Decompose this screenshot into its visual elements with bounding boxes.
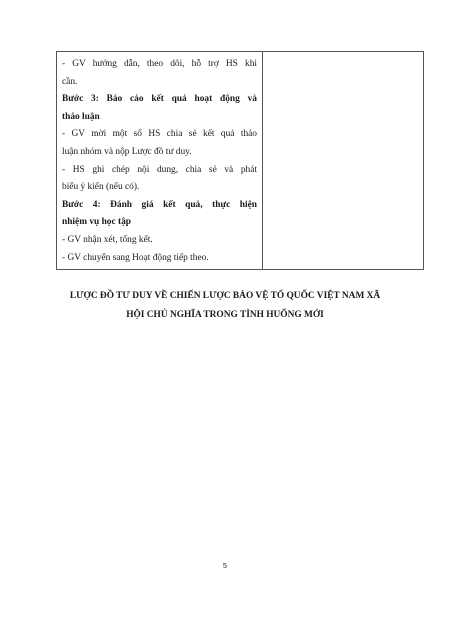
step-heading-line: Bước 4: Đánh giá kết quả, thực hiện — [62, 199, 257, 210]
step-text-line: - GV hướng dẫn, theo dõi, hỗ trợ HS khi — [62, 59, 257, 69]
step-text-line: luận nhóm và nộp Lược đồ tư duy. — [62, 146, 192, 157]
section-heading — [40, 287, 410, 325]
activity-table — [56, 51, 424, 270]
page-number: 5 — [222, 561, 228, 570]
step-text-line: biểu ý kiến (nếu có). — [62, 182, 140, 193]
step-text-line: - HS ghi chép nội dung, chia sẻ và phát — [62, 164, 257, 175]
step-text-line: cần. — [62, 76, 78, 87]
step-text-line: - GV nhận xét, tổng kết. — [62, 234, 153, 245]
step-heading-line: thảo luận — [62, 111, 100, 122]
step-heading-line: nhiệm vụ học tập — [62, 217, 132, 228]
section-heading-line-2: HỘI CHỦ NGHĨA TRONG TÌNH HUỐNG MỚI — [126, 310, 324, 320]
step-text-line: - GV mời một số HS chia sẻ kết quả thảo — [62, 129, 257, 140]
section-heading-line-1: LƯỢC ĐỒ TƯ DUY VỀ CHIẾN LƯỢC BẢO VỆ TỔ QUỐC VIỆT NAM XÃ — [69, 291, 381, 301]
teacher-activity-cell — [57, 52, 263, 270]
table-row — [57, 52, 424, 270]
activity-steps — [62, 56, 257, 267]
step-text-line: - GV chuyển sang Hoạt động tiếp theo. — [62, 252, 209, 263]
step-heading-line: Bước 3: Báo cáo kết quả hoạt động và — [62, 94, 257, 105]
empty-right-cell — [263, 52, 424, 270]
